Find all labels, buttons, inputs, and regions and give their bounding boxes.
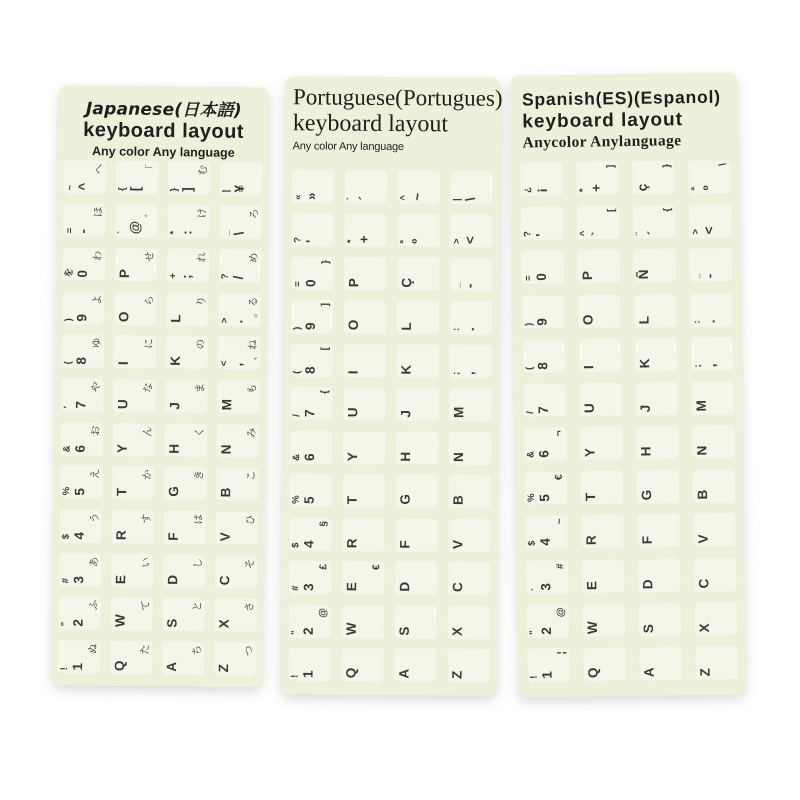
card-title: Japanese(日本語) (85, 99, 242, 121)
card-subtitle: keyboard layout (83, 119, 245, 144)
key-sticker: Ç (392, 252, 445, 296)
key-sticker: Z つ (209, 637, 261, 681)
key-sticker: T か (107, 461, 159, 505)
key-sticker: ) 9 よ (58, 286, 110, 330)
card-header (58, 85, 270, 161)
key-sticker: + ; れ (162, 243, 214, 287)
key-sticker: % 5 € (517, 466, 574, 511)
key-sticker: W て (106, 592, 158, 636)
key-sticker: > < (445, 209, 498, 253)
key-sticker: { [ 「 (111, 155, 163, 199)
key-sticker: M (684, 375, 741, 420)
key-sticker: O ら (109, 286, 161, 330)
key-sticker: O (338, 295, 391, 339)
key-sticker: B (685, 464, 742, 509)
key-sticker: > < (681, 199, 738, 244)
key-sticker: & 6 (284, 425, 337, 469)
key-sticker: ` ´ (339, 165, 392, 209)
key-sticker: J (628, 376, 685, 421)
key-sticker: K (391, 339, 444, 383)
key-sticker: ` @ ゛ (110, 199, 162, 243)
key-sticker: W (575, 598, 632, 643)
key-sticker: ¨ ´ { (625, 199, 682, 244)
key-sticker: R (574, 509, 631, 554)
key-grid-spanish (513, 154, 744, 687)
card-subtitle: keyboard layout (292, 110, 449, 138)
key-sticker: | \ (445, 165, 498, 209)
key-sticker: ) 9 (515, 289, 572, 334)
key-sticker: D (390, 556, 443, 600)
key-sticker: B こ (211, 462, 263, 506)
card-header (285, 76, 502, 154)
key-sticker: & 6 ¬ (517, 422, 574, 467)
key-sticker: F は (159, 505, 211, 549)
key-sticker: = 0 } (286, 251, 339, 295)
key-sticker: T (573, 465, 630, 510)
key-sticker: S (389, 600, 442, 644)
key-grid-portuguese (283, 164, 499, 687)
key-sticker: = 0 (514, 245, 571, 290)
key-sticker: Y (573, 421, 630, 466)
key-sticker: F (630, 509, 687, 554)
key-sticker: · 3 # (518, 554, 575, 599)
key-sticker: Q (576, 642, 633, 687)
key-sticker: ^ ~ (392, 165, 445, 209)
key-sticker: U (572, 377, 629, 422)
key-sticker: : . (683, 287, 740, 332)
key-sticker: F (390, 513, 443, 557)
key-sticker: ; , (683, 331, 740, 376)
key-sticker: D (630, 553, 687, 598)
key-sticker: Z (688, 640, 745, 685)
key-sticker: V ひ (210, 506, 262, 550)
key-sticker: H (629, 420, 686, 465)
key-sticker: K (627, 332, 684, 377)
key-sticker: V (686, 508, 743, 553)
key-sticker: D し (158, 549, 210, 593)
key-sticker: " 2 ふ (54, 591, 106, 635)
key-sticker: A (632, 641, 689, 686)
key-sticker: M (444, 383, 497, 427)
sticker-card-japanese (51, 85, 269, 688)
card-tagline: Any color Any language (91, 144, 235, 160)
key-sticker: P せ (110, 243, 162, 287)
key-sticker: V (443, 513, 496, 557)
key-sticker: を 0 わ (58, 242, 110, 286)
key-sticker: I に (109, 330, 161, 374)
key-sticker: ¿ ¡ (513, 157, 570, 202)
key-sticker: ( 8 ゆ (57, 329, 109, 373)
key-sticker: A ち (157, 636, 209, 680)
sticker-card-portuguese (281, 76, 501, 695)
key-grid-japanese (53, 155, 266, 681)
key-sticker: ? / め (213, 244, 265, 288)
key-sticker: G き (159, 462, 211, 506)
card-header (510, 72, 739, 152)
card-subtitle: keyboard layout (522, 109, 684, 133)
key-sticker: ; , (444, 339, 497, 383)
key-sticker: _ - (682, 243, 739, 288)
key-sticker: Z (442, 644, 495, 688)
key-sticker: # 3 あ (54, 548, 106, 592)
key-sticker: ' 7 や (57, 373, 109, 417)
key-sticker: R (337, 513, 390, 557)
key-sticker: ª º \ (681, 154, 738, 199)
key-sticker: J (391, 383, 444, 427)
key-sticker: ( 8 (515, 333, 572, 378)
key-sticker: Q (336, 643, 389, 687)
key-sticker: J ま (160, 374, 212, 418)
key-sticker: : . (444, 296, 497, 340)
key-sticker: I (571, 333, 628, 378)
key-sticker: N (443, 426, 496, 470)
key-sticker: R す (107, 505, 159, 549)
key-sticker: & 6 お (56, 417, 108, 461)
key-sticker: Y (337, 426, 390, 470)
key-sticker: E い (106, 548, 158, 592)
key-sticker: G (629, 464, 686, 509)
key-sticker: S (631, 597, 688, 642)
key-sticker: # 3 £ (284, 556, 337, 600)
key-sticker: X (687, 596, 744, 641)
key-sticker: < , 、ね (212, 331, 264, 375)
key-sticker: _ - (445, 252, 498, 296)
key-sticker: | ¥ (215, 157, 267, 201)
key-sticker: C そ (210, 550, 262, 594)
key-sticker: E (574, 553, 631, 598)
key-sticker: ! 1 ¦ (520, 643, 577, 688)
key-sticker: ! 1 (283, 643, 336, 687)
key-sticker: P (339, 252, 392, 296)
key-sticker: L (627, 288, 684, 333)
key-sticker: ( 8 [ (285, 338, 338, 382)
key-sticker: > . 。る (213, 288, 265, 332)
key-sticker: O (571, 289, 628, 334)
card-tagline: Any color Any language (292, 140, 404, 154)
key-sticker: S と (157, 593, 209, 637)
key-sticker: L (391, 296, 444, 340)
key-sticker: N み (211, 419, 263, 463)
key-sticker: ª º (392, 209, 445, 253)
key-sticker: C (443, 557, 496, 601)
key-sticker: T (337, 469, 390, 513)
key-sticker: A (389, 643, 442, 687)
key-sticker: % 5 (284, 469, 337, 513)
key-sticker: ! 1 ぬ (53, 635, 105, 679)
key-sticker: K の (161, 331, 213, 375)
key-sticker: / 7 (516, 378, 573, 423)
key-sticker: " 2 @ (283, 599, 336, 643)
key-sticker: " 2 @ (519, 598, 576, 643)
key-sticker: B (443, 470, 496, 514)
key-sticker: G (390, 469, 443, 513)
key-sticker: ) 9 ] (285, 295, 338, 339)
key-sticker: ? ' (513, 201, 570, 246)
key-sticker: ç } (625, 155, 682, 200)
key-sticker: % 5 え (56, 460, 108, 504)
key-sticker: / 7 { (285, 382, 338, 426)
key-sticker: * + ] (569, 156, 626, 201)
key-sticker: ? ' (286, 208, 339, 252)
key-sticker: X さ (209, 593, 261, 637)
key-sticker: « » (286, 164, 339, 208)
key-sticker: C (686, 552, 743, 597)
key-sticker: ^ ` [ (569, 200, 626, 245)
key-sticker: N (684, 419, 741, 464)
key-sticker: = - ほ (59, 198, 111, 242)
key-sticker: Q た (105, 636, 157, 680)
key-sticker: $ 4 § (284, 512, 337, 556)
key-sticker: } ] む (163, 156, 215, 200)
key-sticker: * + (339, 208, 392, 252)
key-sticker: $ 4 う (55, 504, 107, 548)
key-sticker: H く (160, 418, 212, 462)
key-sticker: U (338, 382, 391, 426)
sticker-card-spanish (510, 72, 747, 697)
key-sticker: * : け (162, 200, 214, 244)
key-sticker: P (570, 244, 627, 289)
card-title: Spanish(ES)(Espanol) (521, 86, 721, 110)
key-sticker: Ñ (626, 244, 683, 289)
key-sticker: ~ ^ へ (59, 155, 111, 199)
key-sticker: W (336, 600, 389, 644)
key-sticker: X (442, 600, 495, 644)
key-sticker: Y ん (108, 417, 160, 461)
key-sticker: H (390, 426, 443, 470)
key-sticker: U な (108, 374, 160, 418)
key-sticker: E € (337, 556, 390, 600)
key-sticker: $ 4 ~ (518, 510, 575, 555)
card-tagline: Anycolor Anylanguage (522, 132, 682, 152)
key-sticker: L り (161, 287, 213, 331)
key-sticker: _ \ ろ (214, 200, 266, 244)
key-sticker: I (338, 339, 391, 383)
key-sticker: M も (212, 375, 264, 419)
card-title: Portuguese(Portugues) (292, 84, 503, 111)
